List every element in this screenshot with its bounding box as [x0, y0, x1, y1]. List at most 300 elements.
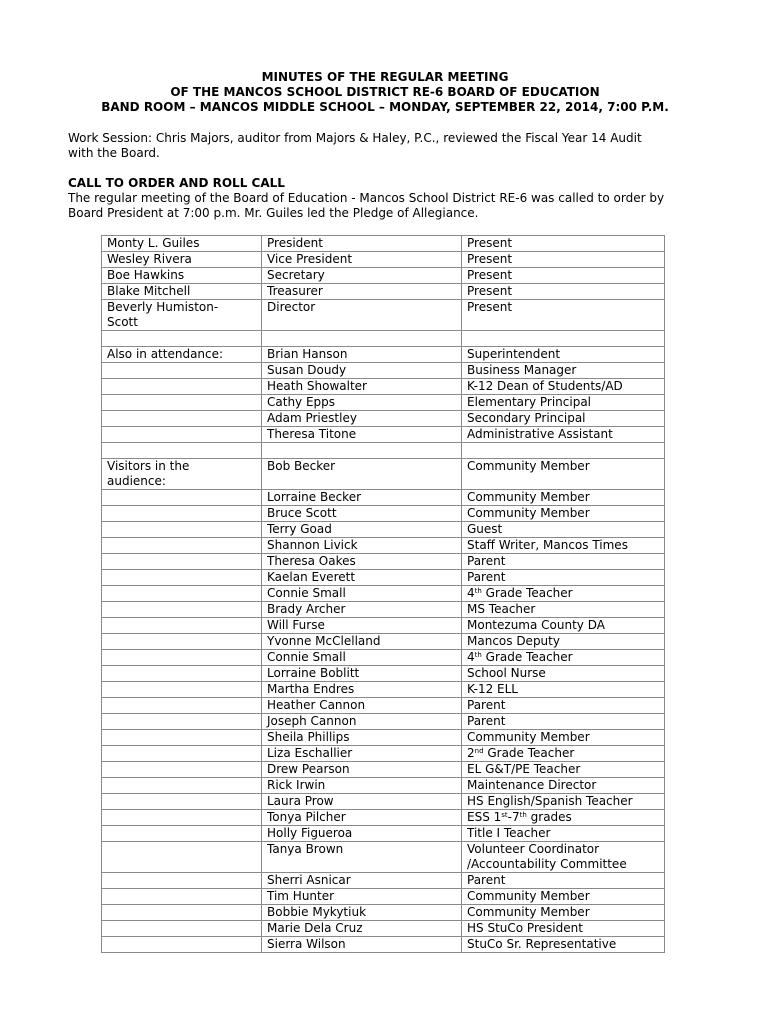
cell-text-part: Community Member — [467, 889, 590, 903]
call-to-order-line: The regular meeting of the Board of Education - Mancos School District RE-6 was called to order by — [68, 191, 665, 205]
role-status-cell — [462, 889, 665, 905]
table-row — [102, 682, 665, 698]
cell-text — [467, 570, 659, 585]
cell-text-part: Title I Teacher — [467, 826, 551, 840]
table-row — [102, 331, 665, 347]
table-row — [102, 650, 665, 666]
cell-text: Boe Hawkins — [107, 268, 185, 282]
cell-text: /Accountability Committee — [467, 857, 627, 871]
ordinal-suffix: th — [519, 811, 527, 819]
person-cell — [262, 395, 462, 411]
member-name-cell — [102, 921, 262, 937]
member-name-cell — [102, 570, 262, 586]
person-cell — [262, 618, 462, 634]
person-cell — [262, 602, 462, 618]
person-cell — [262, 746, 462, 762]
cell-text: Will Furse — [267, 618, 325, 632]
table-row — [102, 889, 665, 905]
member-name-cell — [102, 889, 262, 905]
board-title: OF THE MANCOS SCHOOL DISTRICT RE-6 BOARD OF EDUCATION — [170, 85, 600, 99]
work-session-line: Work Session: Chris Majors, auditor from Majors & Haley, P.C., reviewed the Fiscal Year 14 Audit — [68, 131, 642, 145]
role-status-cell — [462, 411, 665, 427]
cell-text: Liza Eschallier — [267, 746, 353, 760]
cell-text — [467, 395, 659, 410]
role-status-cell — [462, 268, 665, 284]
cell-text: Sheila Phillips — [267, 730, 350, 744]
cell-text: Tanya Brown — [267, 842, 344, 856]
person-cell — [262, 826, 462, 842]
member-name-cell — [102, 363, 262, 379]
person-cell — [262, 794, 462, 810]
role-status-cell — [462, 714, 665, 730]
cell-text-part: HS English/Spanish Teacher — [467, 794, 633, 808]
cell-text: Rick Irwin — [267, 778, 326, 792]
role-status-cell — [462, 443, 665, 459]
member-name-cell — [102, 427, 262, 443]
cell-text-part: grades — [526, 810, 572, 824]
table-row — [102, 554, 665, 570]
roll-call-table — [101, 235, 665, 953]
cell-text: Adam Priestley — [267, 411, 357, 425]
person-cell — [262, 634, 462, 650]
member-name-cell — [102, 602, 262, 618]
cell-text — [467, 794, 659, 809]
cell-text-part: -7 — [507, 810, 520, 824]
role-status-cell — [462, 586, 665, 602]
cell-text — [467, 634, 659, 649]
cell-text-part: Parent — [467, 698, 506, 712]
ordinal-suffix: st — [501, 811, 508, 819]
cell-text-part: Superintendent — [467, 347, 561, 361]
role-status-cell — [462, 554, 665, 570]
table-row — [102, 873, 665, 889]
cell-text — [467, 490, 659, 505]
person-cell — [262, 554, 462, 570]
table-row — [102, 252, 665, 268]
role-status-cell — [462, 236, 665, 252]
member-name-cell — [102, 459, 262, 490]
person-cell — [262, 411, 462, 427]
cell-text: Lorraine Boblitt — [267, 666, 360, 680]
cell-text — [467, 698, 659, 713]
meeting-location-date: BAND ROOM – MANCOS MIDDLE SCHOOL – MONDAY, SEPTEMBER 22, 2014, 7:00 P.M. — [101, 100, 669, 114]
cell-text — [467, 810, 659, 825]
cell-text-part: Present — [467, 236, 513, 250]
member-name-cell — [102, 506, 262, 522]
ordinal-suffix: nd — [474, 747, 484, 755]
cell-text — [467, 538, 659, 553]
table-row — [102, 634, 665, 650]
table-row — [102, 842, 665, 873]
cell-text-part: Parent — [467, 873, 506, 887]
cell-text: Sierra Wilson — [267, 937, 346, 951]
member-name-cell — [102, 842, 262, 873]
role-status-cell — [462, 284, 665, 300]
person-cell — [262, 650, 462, 666]
member-name-cell — [102, 284, 262, 300]
person-cell — [262, 937, 462, 953]
cell-text-part: K-12 ELL — [467, 682, 518, 696]
cell-text — [467, 618, 659, 633]
person-cell — [262, 921, 462, 937]
cell-text: Shannon Livick — [267, 538, 358, 552]
person-cell — [262, 252, 462, 268]
person-cell — [262, 698, 462, 714]
cell-text-part: Grade Teacher — [481, 586, 573, 600]
person-cell — [262, 347, 462, 363]
cell-text — [467, 268, 659, 283]
table-row — [102, 714, 665, 730]
person-cell — [262, 300, 462, 331]
role-status-cell — [462, 427, 665, 443]
cell-text: Theresa Oakes — [267, 554, 356, 568]
cell-text: Lorraine Becker — [267, 490, 362, 504]
call-to-order-line: Board President at 7:00 p.m. Mr. Guiles led the Pledge of Allegiance. — [68, 206, 479, 220]
cell-text — [467, 842, 659, 857]
role-status-cell — [462, 905, 665, 921]
cell-text: Beverly Humiston- — [107, 300, 219, 314]
member-name-cell — [102, 347, 262, 363]
ordinal-suffix: th — [474, 587, 482, 595]
cell-text — [467, 730, 659, 745]
cell-text — [467, 586, 659, 601]
member-name-cell — [102, 252, 262, 268]
table-row — [102, 284, 665, 300]
cell-text: Cathy Epps — [267, 395, 336, 409]
member-name-cell — [102, 762, 262, 778]
table-row — [102, 443, 665, 459]
table-row — [102, 746, 665, 762]
work-session-paragraph — [68, 131, 708, 161]
role-status-cell — [462, 778, 665, 794]
role-status-cell — [462, 347, 665, 363]
member-name-cell — [102, 873, 262, 889]
member-name-cell — [102, 618, 262, 634]
table-row — [102, 618, 665, 634]
cell-text — [467, 746, 659, 761]
member-name-cell — [102, 522, 262, 538]
table-row — [102, 363, 665, 379]
cell-text: Terry Goad — [267, 522, 332, 536]
member-name-cell — [102, 268, 262, 284]
role-status-cell — [462, 506, 665, 522]
cell-text: President — [267, 236, 323, 250]
person-cell — [262, 905, 462, 921]
member-name-cell — [102, 586, 262, 602]
cell-text: Marie Dela Cruz — [267, 921, 363, 935]
cell-text-part: Community Member — [467, 459, 590, 473]
role-status-cell — [462, 746, 665, 762]
table-row — [102, 586, 665, 602]
person-cell — [262, 842, 462, 873]
role-status-cell — [462, 602, 665, 618]
cell-text-part: School Nurse — [467, 666, 546, 680]
person-cell — [262, 268, 462, 284]
cell-text: audience: — [107, 474, 166, 488]
role-status-cell — [462, 490, 665, 506]
person-cell — [262, 873, 462, 889]
cell-text: Holly Figueroa — [267, 826, 353, 840]
member-name-cell — [102, 746, 262, 762]
cell-text — [467, 826, 659, 841]
table-row — [102, 459, 665, 490]
role-status-cell — [462, 682, 665, 698]
role-status-cell — [462, 873, 665, 889]
cell-text: Secretary — [267, 268, 325, 282]
table-row — [102, 300, 665, 331]
cell-text: Yvonne McClelland — [267, 634, 381, 648]
member-name-cell — [102, 698, 262, 714]
cell-text-part: Parent — [467, 554, 506, 568]
role-status-cell — [462, 698, 665, 714]
cell-text-part: Parent — [467, 570, 506, 584]
person-cell — [262, 586, 462, 602]
cell-text — [467, 554, 659, 569]
cell-text-part: MS Teacher — [467, 602, 536, 616]
cell-text: Tim Hunter — [267, 889, 335, 903]
member-name-cell — [102, 236, 262, 252]
member-name-cell — [102, 411, 262, 427]
table-row — [102, 602, 665, 618]
role-status-cell — [462, 618, 665, 634]
cell-text — [467, 459, 659, 474]
member-name-cell — [102, 538, 262, 554]
cell-text-part: ESS 1 — [467, 810, 502, 824]
member-name-cell — [102, 937, 262, 953]
person-cell — [262, 236, 462, 252]
cell-text — [467, 522, 659, 537]
cell-text — [467, 682, 659, 697]
cell-text — [467, 602, 659, 617]
cell-text — [467, 300, 659, 315]
person-cell — [262, 714, 462, 730]
cell-text-part: EL G&T/PE Teacher — [467, 762, 581, 776]
cell-text-part: Present — [467, 300, 513, 314]
cell-text-part: Guest — [467, 522, 503, 536]
member-name-cell — [102, 490, 262, 506]
role-status-cell — [462, 538, 665, 554]
cell-text — [467, 873, 659, 888]
cell-text: Monty L. Guiles — [107, 236, 200, 250]
person-cell — [262, 331, 462, 347]
table-row — [102, 490, 665, 506]
table-row — [102, 395, 665, 411]
cell-text-part: 4 — [467, 586, 475, 600]
table-row — [102, 921, 665, 937]
member-name-cell — [102, 300, 262, 331]
person-cell — [262, 284, 462, 300]
cell-text — [467, 427, 659, 442]
cell-text: Wesley Rivera — [107, 252, 192, 266]
member-name-cell — [102, 443, 262, 459]
cell-text — [467, 379, 659, 394]
person-cell — [262, 810, 462, 826]
table-row — [102, 506, 665, 522]
person-cell — [262, 889, 462, 905]
table-row — [102, 826, 665, 842]
cell-text — [467, 714, 659, 729]
table-row — [102, 379, 665, 395]
minutes-title: MINUTES OF THE REGULAR MEETING — [261, 70, 509, 84]
table-row — [102, 427, 665, 443]
cell-text — [467, 411, 659, 426]
cell-text-part: Present — [467, 284, 513, 298]
member-name-cell — [102, 810, 262, 826]
role-status-cell — [462, 300, 665, 331]
table-row — [102, 570, 665, 586]
person-cell — [262, 730, 462, 746]
member-name-cell — [102, 730, 262, 746]
table-row — [102, 905, 665, 921]
table-row — [102, 937, 665, 953]
cell-text-part: Grade Teacher — [481, 650, 573, 664]
member-name-cell — [102, 634, 262, 650]
person-cell — [262, 538, 462, 554]
cell-text: Kaelan Everett — [267, 570, 356, 584]
cell-text-part: Community Member — [467, 730, 590, 744]
cell-text: Brian Hanson — [267, 347, 348, 361]
role-status-cell — [462, 842, 665, 873]
member-name-cell — [102, 794, 262, 810]
member-name-cell — [102, 714, 262, 730]
cell-text-part: HS StuCo President — [467, 921, 583, 935]
member-name-cell — [102, 905, 262, 921]
person-cell — [262, 443, 462, 459]
cell-text-part: Community Member — [467, 506, 590, 520]
cell-text: Drew Pearson — [267, 762, 350, 776]
cell-text-part: Mancos Deputy — [467, 634, 560, 648]
cell-text — [467, 363, 659, 378]
cell-text: Tonya Pilcher — [267, 810, 346, 824]
role-status-cell — [462, 650, 665, 666]
cell-text-part: StuCo Sr. Representative — [467, 937, 617, 951]
table-row — [102, 794, 665, 810]
cell-text — [467, 889, 659, 904]
role-status-cell — [462, 666, 665, 682]
cell-text: Laura Prow — [267, 794, 334, 808]
cell-text: Bobbie Mykytiuk — [267, 905, 367, 919]
role-status-cell — [462, 762, 665, 778]
cell-text-part: K-12 Dean of Students/AD — [467, 379, 623, 393]
cell-text: Martha Endres — [267, 682, 355, 696]
member-name-cell — [102, 554, 262, 570]
cell-text-part: Business Manager — [467, 363, 577, 377]
cell-text: Bob Becker — [267, 459, 336, 473]
cell-text — [467, 506, 659, 521]
person-cell — [262, 762, 462, 778]
table-row — [102, 666, 665, 682]
cell-text — [467, 252, 659, 267]
table-row — [102, 236, 665, 252]
cell-text-part: Grade Teacher — [483, 746, 575, 760]
role-status-cell — [462, 363, 665, 379]
role-status-cell — [462, 459, 665, 490]
member-name-cell — [102, 682, 262, 698]
table-row — [102, 730, 665, 746]
person-cell — [262, 682, 462, 698]
role-status-cell — [462, 794, 665, 810]
cell-text — [467, 347, 659, 362]
person-cell — [262, 506, 462, 522]
table-row — [102, 810, 665, 826]
table-row — [102, 268, 665, 284]
cell-text: Heath Showalter — [267, 379, 367, 393]
cell-text-part: Montezuma County DA — [467, 618, 605, 632]
cell-text: Heather Cannon — [267, 698, 366, 712]
person-cell — [262, 379, 462, 395]
ordinal-suffix: th — [474, 651, 482, 659]
person-cell — [262, 363, 462, 379]
cell-text-part: Parent — [467, 714, 506, 728]
cell-text — [467, 937, 659, 952]
cell-text — [467, 778, 659, 793]
person-cell — [262, 427, 462, 443]
table-row — [102, 778, 665, 794]
cell-text: Joseph Cannon — [267, 714, 357, 728]
role-status-cell — [462, 522, 665, 538]
role-status-cell — [462, 634, 665, 650]
cell-text — [467, 650, 659, 665]
cell-text: Sherri Asnicar — [267, 873, 351, 887]
person-cell — [262, 459, 462, 490]
role-status-cell — [462, 826, 665, 842]
person-cell — [262, 666, 462, 682]
member-name-cell — [102, 395, 262, 411]
cell-text-part: Present — [467, 268, 513, 282]
role-status-cell — [462, 379, 665, 395]
call-to-order-heading: CALL TO ORDER AND ROLL CALL — [68, 176, 285, 190]
work-session-line: with the Board. — [68, 146, 160, 160]
person-cell — [262, 778, 462, 794]
cell-text-part: Staff Writer, Mancos Times — [467, 538, 628, 552]
cell-text-part: Administrative Assistant — [467, 427, 613, 441]
call-to-order-paragraph — [68, 191, 708, 221]
cell-text: Visitors in the — [107, 459, 190, 473]
cell-text: Vice President — [267, 252, 353, 266]
cell-text: Connie Small — [267, 586, 346, 600]
cell-text — [467, 762, 659, 777]
cell-text — [467, 236, 659, 251]
cell-text-part: Community Member — [467, 905, 590, 919]
role-status-cell — [462, 937, 665, 953]
person-cell — [262, 490, 462, 506]
cell-text-part: Elementary Principal — [467, 395, 592, 409]
role-status-cell — [462, 921, 665, 937]
table-row — [102, 522, 665, 538]
cell-text: Theresa Titone — [267, 427, 357, 441]
role-status-cell — [462, 810, 665, 826]
person-cell — [262, 570, 462, 586]
cell-text — [467, 284, 659, 299]
cell-text: Treasurer — [267, 284, 323, 298]
cell-text-part: Secondary Principal — [467, 411, 586, 425]
cell-text — [467, 666, 659, 681]
cell-text-part: 2 — [467, 746, 475, 760]
member-name-cell — [102, 331, 262, 347]
role-status-cell — [462, 252, 665, 268]
cell-text: Also in attendance: — [107, 347, 224, 361]
cell-text-part: Volunteer Coordinator — [467, 842, 600, 856]
role-status-cell — [462, 395, 665, 411]
cell-text: Connie Small — [267, 650, 346, 664]
role-status-cell — [462, 730, 665, 746]
cell-text: Scott — [107, 315, 138, 329]
cell-text: Bruce Scott — [267, 506, 337, 520]
person-cell — [262, 522, 462, 538]
cell-text — [467, 905, 659, 920]
cell-text-part: Community Member — [467, 490, 590, 504]
member-name-cell — [102, 778, 262, 794]
